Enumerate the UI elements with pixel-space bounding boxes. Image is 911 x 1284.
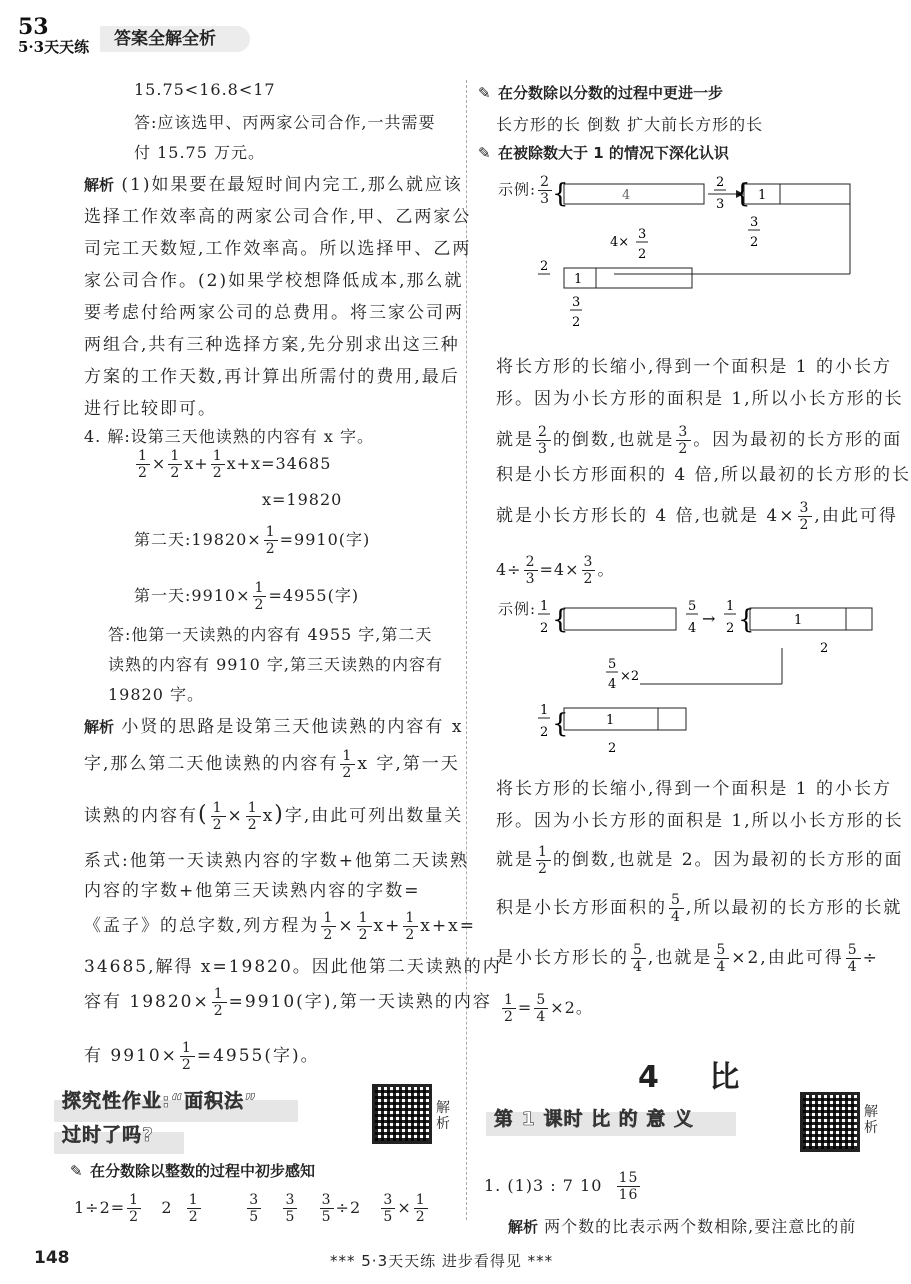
explain-5: 就是小长方形长的 4 倍,也就是 4× $\frac{3}{2}$ ,由此可得 <box>496 500 898 533</box>
fraction-numerator: 3 <box>750 215 759 230</box>
qr-code[interactable] <box>800 1092 860 1152</box>
rect-label: 4 <box>622 188 631 203</box>
fraction: $\frac{1}{2}$ <box>138 448 148 481</box>
fraction: $\frac{3}{5}$ <box>383 1192 394 1225</box>
qr-label: 解析 <box>864 1104 878 1136</box>
area-diagram-2 <box>536 596 876 766</box>
fraction: $\frac{1}{2}$ <box>247 800 259 833</box>
brace: { <box>738 605 755 635</box>
explain-1: 将长方形的长缩小,得到一个面积是 1 的小长方 <box>496 357 893 377</box>
explain-3: 就是 $\frac{2}{3}$ 的倒数,也就是 $\frac{3}{2}$ 。因为最初的长方形的面 <box>496 424 903 457</box>
inequality: 15.75<16.8<17 <box>134 80 276 99</box>
day-2-calc: 第二天:19820× $\frac{1}{2}$ =9910(字) <box>134 524 371 557</box>
fraction: $\frac{1}{2}$ <box>265 524 276 557</box>
fraction-numerator: 2 <box>540 259 549 274</box>
pencil-icon: ✎ <box>70 1162 83 1180</box>
fraction: $\frac{2}{3}$ <box>525 554 536 587</box>
fraction-numerator: 3 <box>638 227 647 242</box>
fraction: $\frac{3}{2}$ <box>583 554 594 587</box>
unit-label: 1 <box>758 188 767 203</box>
example-row: 1÷2= $\frac{1}{2}$ 2 $\frac{1}{2}$ $\frac{3}{5}$ $\frac{3}{5}$ $\frac{3}{5}$ ÷2 $\frac{3}{5}$ × $\frac{1}{2}$ <box>74 1192 426 1225</box>
pencil-icon: ✎ <box>478 144 491 162</box>
explain-11: 是小长方形长的 $\frac{5}{4}$ ,也就是 $\frac{5}{4}$ ×2,由此可得 $\frac{5}{4}$ ÷ <box>496 942 879 975</box>
logo-53: 53 <box>18 14 49 40</box>
fraction-numerator: 1 <box>540 703 549 718</box>
final-answer-2: 读熟的内容有 9910 字,第三天读熟的内容有 <box>108 655 443 674</box>
fraction: $\frac{1}{2}$ <box>129 1192 140 1225</box>
exercise-1: 1. (1)3 : 7 10 $\frac{15}{16}$ <box>484 1170 639 1203</box>
lesson-title: 第 1 课时 比 的 意 义 <box>494 1108 694 1130</box>
analysis-line: 字,那么第二天他读熟的内容有 $\frac{1}{2}$ x 字,第一天 <box>84 748 460 781</box>
bullet-point-1: ✎ 在分数除以整数的过程中初步感知 <box>70 1162 316 1180</box>
example-label: 示例: <box>498 600 537 618</box>
brace: { <box>552 709 569 739</box>
explain-4: 积是小长方形面积的 4 倍,所以最初的长方形的长 <box>496 465 911 485</box>
analysis-line: 容有 19820× $\frac{1}{2}$ =9910(字),第一天读熟的内容 <box>84 986 492 1019</box>
section-title: 探究性作业:“面积法” <box>62 1090 258 1112</box>
unit-label: 1 <box>794 613 803 628</box>
logo-text: 5·3天天练 <box>18 38 90 56</box>
multiplier: 4× <box>610 235 630 250</box>
brace: { <box>734 179 751 209</box>
analysis-tag: 解析 <box>84 718 115 736</box>
fraction: $\frac{1}{2}$ <box>181 1040 193 1073</box>
chapter-heading: 4 比 <box>638 1060 760 1095</box>
fraction-denominator: 4 <box>608 677 617 692</box>
analysis-line: 有 9910× $\frac{1}{2}$ =4955(字)。 <box>84 1040 320 1073</box>
analysis-line: 读熟的内容有( $\frac{1}{2}$ × $\frac{1}{2}$ x)字,由此可列出数量关 <box>84 800 464 833</box>
fraction-numerator: 1 <box>726 599 735 614</box>
fraction-denominator: 4 <box>688 621 697 636</box>
fraction-numerator: 2 <box>716 175 725 190</box>
pencil-icon: ✎ <box>478 84 491 102</box>
qr-label: 解析 <box>436 1100 450 1132</box>
equation-2: x=19820 <box>262 490 343 509</box>
fraction: $\frac{1}{2}$ <box>212 800 224 833</box>
length-label: 2 <box>820 641 829 656</box>
brace: { <box>552 179 569 209</box>
unit-label: 1 <box>606 713 615 728</box>
footer-slogan: *** 5·3天天练 进步看得见 *** <box>330 1252 554 1270</box>
bullet-point-3: ✎ 在被除数大于 1 的情况下深化认识 <box>478 144 729 162</box>
fraction-denominator: 2 <box>540 725 549 740</box>
fraction: $\frac{1}{2}$ <box>415 1192 426 1225</box>
terms-row: 长方形的长 倒数 扩大前长方形的长 <box>496 115 764 134</box>
explain-10: 积是小长方形面积的 $\frac{5}{4}$ ,所以最初的长方形的长就 <box>496 892 903 925</box>
explain-12: $\frac{1}{2}$ = $\frac{5}{4}$ ×2。 <box>504 992 593 1025</box>
fraction: $\frac{15}{16}$ <box>618 1170 639 1203</box>
fraction: $\frac{1}{2}$ <box>405 910 417 943</box>
explain-2: 形。因为小长方形的面积是 1,所以小长方形的长 <box>496 389 904 409</box>
brand-logo <box>16 10 104 54</box>
fraction: $\frac{3}{5}$ <box>285 1192 296 1225</box>
analysis-line: 系式:他第一天读熟内容的字数+他第二天读熟 <box>84 851 469 871</box>
analysis-tag: 解析 <box>508 1218 539 1236</box>
example-label: 示例: $\frac{2}{3}$ <box>498 174 550 207</box>
fraction: $\frac{3}{2}$ <box>678 424 690 457</box>
final-answer-3: 19820 字。 <box>108 685 204 704</box>
analysis-paragraph-1 <box>84 170 463 195</box>
analysis-line: 家公司合作。(2)如果学校想降低成本,那么就 <box>84 271 464 291</box>
analysis-text: (1)如果要在最短时间内完工,那么就应该 <box>121 175 463 195</box>
analysis-line: 内容的字数+他第三天读熟内容的字数= <box>84 881 421 901</box>
fraction-denominator: 2 <box>750 235 759 250</box>
fraction-numerator: 3 <box>572 295 581 310</box>
multiplier: ×2 <box>620 669 640 684</box>
explain-8: 形。因为小长方形的面积是 1,所以小长方形的长 <box>496 811 904 831</box>
analysis-line: 方案的工作天数,再计算出所需付的费用,最后 <box>84 367 460 387</box>
fraction: $\frac{5}{4}$ <box>847 942 859 975</box>
unit-label: 1 <box>574 272 583 287</box>
fraction: $\frac{1}{2}$ <box>213 986 225 1019</box>
fraction-denominator: 2 <box>726 621 735 636</box>
fraction: $\frac{1}{2}$ <box>504 992 514 1025</box>
fraction: $\frac{5}{4}$ <box>716 942 728 975</box>
fraction: $\frac{1}{2}$ <box>538 844 549 877</box>
fraction: $\frac{5}{4}$ <box>536 992 547 1025</box>
brace: { <box>552 605 569 635</box>
header-tab: 答案全解全析 <box>100 26 250 52</box>
fraction-numerator: 5 <box>608 657 617 672</box>
analysis-line: 两组合,共有三种选择方案,先分别求出这三种 <box>84 335 460 355</box>
bullet-point-2: ✎ 在分数除以分数的过程中更进一步 <box>478 84 724 102</box>
fraction-denominator: 3 <box>716 197 725 212</box>
fraction: $\frac{1}{2}$ <box>212 448 223 481</box>
fraction-denominator: 2 <box>638 247 647 262</box>
long-rectangle <box>564 708 686 730</box>
question-4: 4. 解:设第三天他读熟的内容有 x 字。 <box>84 427 374 446</box>
fraction: $\frac{3}{2}$ <box>799 500 811 533</box>
long-rectangle <box>564 608 676 630</box>
long-rectangle <box>564 184 704 204</box>
fraction: $\frac{3}{5}$ <box>321 1192 332 1225</box>
fraction: $\frac{2}{3}$ <box>540 174 550 207</box>
explain-9: 就是 $\frac{1}{2}$ 的倒数,也就是 2。因为最初的长方形的面 <box>496 844 904 877</box>
analysis-line: 《孟子》的总字数,列方程为 $\frac{1}{2}$ × $\frac{1}{2}$ x+ $\frac{1}{2}$ x+x= <box>84 910 476 943</box>
equation-1: $\frac{1}{2}$ × $\frac{1}{2}$ x+ $\frac{1}{2}$ x+x=34685 <box>138 448 332 481</box>
fraction: $\frac{1}{2}$ <box>342 748 354 781</box>
page-number: 148 <box>34 1248 70 1268</box>
arrow-icon: → <box>702 609 716 628</box>
fraction: $\frac{1}{2}$ <box>170 448 181 481</box>
fraction: $\frac{1}{2}$ <box>254 580 265 613</box>
answer-line-1: 答:应该选甲、丙两家公司合作,一共需要 <box>134 113 436 132</box>
explain-7: 将长方形的长缩小,得到一个面积是 1 的小长方 <box>496 779 893 799</box>
analysis-line: 34685,解得 x=19820。因此他第二天读熟的内 <box>84 957 502 977</box>
fraction: $\frac{5}{4}$ <box>633 942 644 975</box>
fraction: $\frac{2}{3}$ <box>538 424 549 457</box>
fraction: $\frac{1}{2}$ <box>358 910 370 943</box>
section-subtitle: 过时了吗? <box>62 1124 155 1146</box>
fraction-denominator: 2 <box>540 621 549 636</box>
analysis-line: 进行比较即可。 <box>84 399 217 419</box>
qr-code[interactable] <box>372 1084 432 1144</box>
analysis-line: 司完工天数短,工作效率高。所以选择甲、乙两 <box>84 239 472 259</box>
long-rectangle <box>564 268 692 288</box>
answer-line-2: 付 15.75 万元。 <box>134 143 265 162</box>
analysis-line: 要考虑付给两家公司的总费用。将三家公司两 <box>84 303 464 323</box>
fraction: $\frac{5}{4}$ <box>671 892 682 925</box>
final-answer-1: 答:他第一天读熟的内容有 4955 字,第二天 <box>108 625 433 644</box>
fraction-denominator: 2 <box>572 315 581 330</box>
explain-6: 4÷ $\frac{2}{3}$ =4× $\frac{3}{2}$ 。 <box>496 554 615 587</box>
fraction: $\frac{1}{2}$ <box>323 910 335 943</box>
exercise-analysis: 解析 两个数的比表示两个数相除,要注意比的前 <box>508 1217 857 1236</box>
analysis-line: 选择工作效率高的两家公司合作,甲、乙两家公 <box>84 207 472 227</box>
long-rectangle <box>750 608 872 630</box>
page-footer <box>0 1248 900 1278</box>
fraction: $\frac{3}{5}$ <box>249 1192 260 1225</box>
analysis-tag: 解析 <box>84 176 115 194</box>
page-header <box>0 0 900 60</box>
fraction-numerator: 1 <box>540 599 549 614</box>
fraction: $\frac{1}{2}$ <box>188 1192 199 1225</box>
day-1-calc: 第一天:9910× $\frac{1}{2}$ =4955(字) <box>134 580 360 613</box>
equation-rhs: =34685 <box>261 454 332 473</box>
analysis-paragraph-2: 解析 小贤的思路是设第三天他读熟的内容有 x <box>84 717 464 737</box>
length-label: 2 <box>608 741 617 756</box>
fraction-numerator: 5 <box>688 599 697 614</box>
